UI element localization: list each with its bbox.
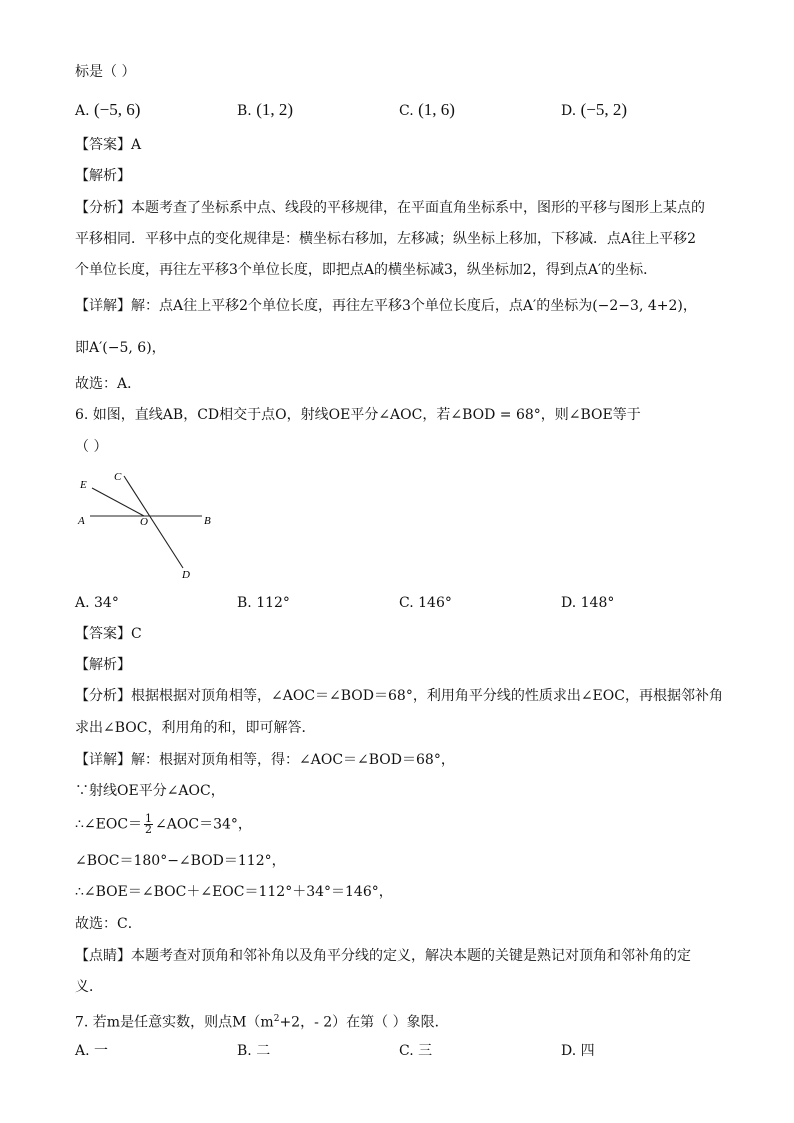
q5-option-b: B. (1, 2) [237,100,294,119]
q6-analysis-heading: 【解析】 [75,657,131,673]
ray-oe [92,488,144,516]
q5-detail-line-2: 即A′(−5, 6)， [75,340,166,356]
q7-option-c: C. 三 [399,1043,433,1059]
label-b: B [204,515,211,527]
q5-fenxi-line-1: 【分析】本题考查了坐标系中点、线段的平移规律，在平面直角坐标系中，图形的平移与图形上某点的 [75,200,705,216]
label-a: A [78,515,85,527]
q6-fenxi-line-1: 【分析】根据根据对顶角相等，∠AOC＝∠BOD＝68°，利用角平分线的性质求出∠EOC，再根据邻补角 [75,688,723,704]
q6-stem-line-2: （ ） [75,439,108,455]
q6-fenxi-line-2: 求出∠BOC，利用角的和，即可解答． [75,720,316,736]
q5-choose: 故选：A． [75,376,142,392]
q5-fenxi-line-3: 个单位长度，再往左平移3个单位长度，即把点A的横坐标减3，纵坐标加2，得到点A′的坐标． [75,262,658,278]
q6-dianjing-line-1: 【点睛】本题考查对顶角和邻补角以及角平分线的定义，解决本题的关键是熟记对顶角和邻补角的定 [75,948,691,964]
q5-option-d: D. (−5, 2) [561,100,628,119]
q5-stem-tail: 标是（ ） [75,64,136,80]
q7-option-b: B. 二 [237,1043,271,1059]
label-o: O [140,516,148,528]
q6-detail-line-4: ∠BOC＝180°−∠BOD＝112°， [75,853,286,869]
q6-stem-line-1: 6. 如图，直线AB，CD相交于点O，射线OE平分∠AOC，若∠BOD = 68°，则∠BOE等于 [75,407,641,423]
q6-option-d: D. 148° [561,595,615,611]
q6-detail-line-3: ∴∠EOC＝ $\frac{1}{2}$ ∠AOC＝34°， [75,812,252,836]
fraction-one-half: $\frac{1}{2}$ [145,812,153,836]
q5-answer: 【答案】A [75,137,142,153]
q5-option-c: C. (1, 6) [399,100,455,119]
q6-option-b: B. 112° [237,595,290,611]
q6-dianjing-line-2: 义． [75,979,103,995]
label-c: C [114,471,122,483]
q5-analysis-heading: 【解析】 [75,168,131,184]
q6-option-a: A. 34° [75,595,119,611]
q5-detail-line-1: 【详解】解：点A往上平移2个单位长度，再往左平移3个单位长度后，点A′的坐标为(−2−3, 4+2)， [75,298,697,314]
q6-detail-line-5: ∴∠BOE＝∠BOC＋∠EOC＝112°＋34°＝146°， [75,884,393,900]
label-e: E [80,479,87,491]
q5-fenxi-line-2: 平移相同．平移中点的变化规律是：横坐标右移加，左移减；纵坐标上移加，下移减．点A往上平移2 [75,231,697,247]
q6-detail-line-2: ∵射线OE平分∠AOC， [75,783,225,799]
q7-stem: 7. 若m是任意实数，则点$M(m^2+2$，- 2）在第（ ）象限． [75,1014,449,1031]
q6-option-c: C. 146° [399,595,452,611]
q6-detail-line-1: 【详解】解：根据对顶角相等，得：∠AOC＝∠BOD＝68°， [75,752,455,768]
q5-option-a: A. (−5, 6) [75,100,141,119]
line-cd [124,476,183,568]
q7-option-d: D. 四 [561,1043,595,1059]
q6-answer: 【答案】C [75,626,142,642]
q7-option-a: A. 一 [75,1043,109,1059]
q6-figure [72,464,222,584]
q6-choose: 故选：C． [75,916,142,932]
label-d: D [182,569,190,581]
